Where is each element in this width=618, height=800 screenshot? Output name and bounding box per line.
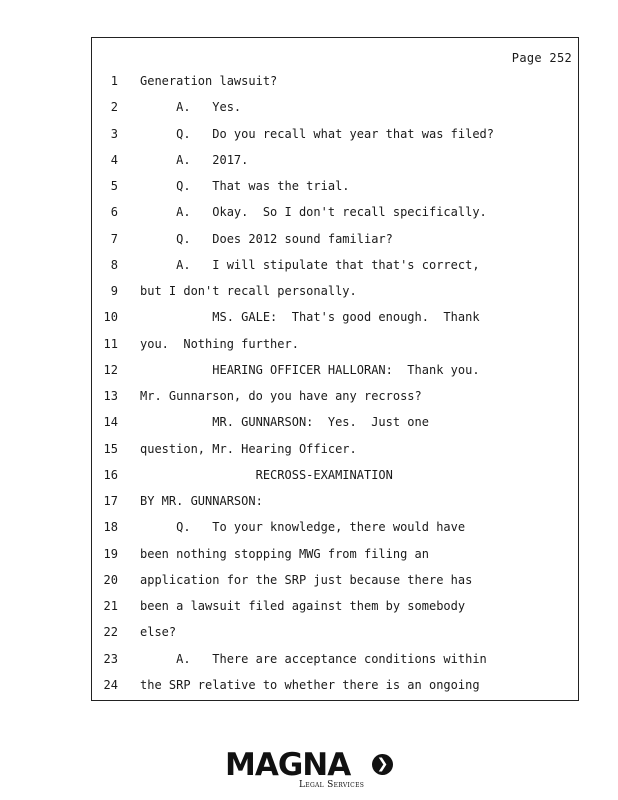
transcript-line [92, 467, 578, 483]
line-number: 14 [103, 415, 118, 430]
line-number: 8 [110, 257, 118, 272]
line-text: Q. Do you recall what year that was filed? [140, 126, 495, 141]
transcript-line [92, 309, 578, 325]
transcript-page [91, 37, 579, 701]
logo-wordmark: MAGNA [225, 747, 351, 783]
line-number: 15 [103, 441, 118, 456]
line-text: you. Nothing further. [140, 336, 299, 351]
line-text: MR. GUNNARSON: Yes. Just one [140, 415, 429, 430]
line-number: 23 [103, 651, 118, 666]
transcript-line [92, 126, 578, 142]
line-text: application for the SRP just because there has [140, 572, 473, 587]
line-text: MS. GALE: That's good enough. Thank [140, 310, 480, 325]
line-number: 21 [103, 599, 118, 613]
line-number: 6 [110, 205, 118, 220]
line-number: 4 [110, 152, 118, 167]
transcript-line [92, 598, 578, 614]
line-text: A. There are acceptance conditions within [140, 651, 487, 666]
transcript-line [92, 519, 578, 535]
transcript-line [92, 572, 578, 588]
magna-logo [225, 748, 400, 792]
line-number: 20 [103, 572, 118, 587]
line-text: question, Mr. Hearing Officer. [140, 441, 357, 456]
line-text: but I don't recall personally. [140, 284, 357, 298]
transcript-line [92, 336, 578, 352]
line-number: 19 [103, 546, 118, 561]
line-text: A. 2017. [140, 152, 249, 167]
transcript-line [92, 624, 578, 640]
line-text: been a lawsuit filed against them by somebody [140, 599, 466, 613]
transcript-line [92, 99, 578, 115]
line-text: Q. Does 2012 sound familiar? [140, 231, 393, 246]
line-text: been nothing stopping MWG from filing an [140, 546, 429, 561]
line-number: 13 [103, 389, 118, 403]
line-text: Mr. Gunnarson, do you have any recross? [140, 389, 422, 403]
line-number: 16 [103, 467, 118, 482]
transcript-line [92, 257, 578, 273]
line-number: 5 [110, 179, 118, 193]
line-number: 18 [103, 520, 118, 535]
line-number: 11 [103, 336, 118, 351]
line-text: A. Yes. [140, 100, 242, 115]
transcript-line [92, 204, 578, 220]
transcript-line [92, 73, 578, 89]
line-number: 17 [103, 494, 118, 508]
transcript-line [92, 388, 578, 404]
line-text: Generation lawsuit? [140, 74, 278, 88]
transcript-line [92, 283, 578, 299]
line-text: Q. That was the trial. [140, 179, 350, 193]
line-text: A. Okay. So I don't recall specifically. [140, 205, 487, 220]
line-text: A. I will stipulate that that's correct, [140, 257, 480, 272]
line-number: 10 [103, 310, 118, 325]
line-number: 3 [110, 126, 118, 141]
transcript-line [92, 441, 578, 457]
line-number: 24 [103, 677, 118, 692]
transcript-line [92, 651, 578, 667]
line-text: BY MR. GUNNARSON: [140, 494, 263, 508]
line-text: the SRP relative to whether there is an ongoing [140, 677, 480, 692]
transcript-line [92, 231, 578, 247]
line-number: 12 [103, 362, 118, 377]
line-number: 2 [110, 100, 118, 115]
transcript-line [92, 677, 578, 693]
line-number: 1 [110, 74, 118, 88]
line-text: RECROSS-EXAMINATION [140, 467, 393, 482]
transcript-line [92, 152, 578, 168]
logo-tagline: Legal Services [299, 780, 365, 790]
page-number: Page 252 [511, 51, 572, 65]
line-number: 9 [110, 284, 118, 298]
transcript-line [92, 414, 578, 430]
line-text: HEARING OFFICER HALLORAN: Thank you. [140, 362, 480, 377]
line-text: Q. To your knowledge, there would have [140, 520, 466, 535]
chevron-right-icon: ❯ [372, 754, 393, 775]
line-text: else? [140, 625, 177, 640]
line-number: 22 [103, 625, 118, 640]
transcript-line [92, 493, 578, 509]
transcript-line [92, 178, 578, 194]
line-number: 7 [110, 231, 118, 246]
transcript-line [92, 362, 578, 378]
transcript-line [92, 546, 578, 562]
